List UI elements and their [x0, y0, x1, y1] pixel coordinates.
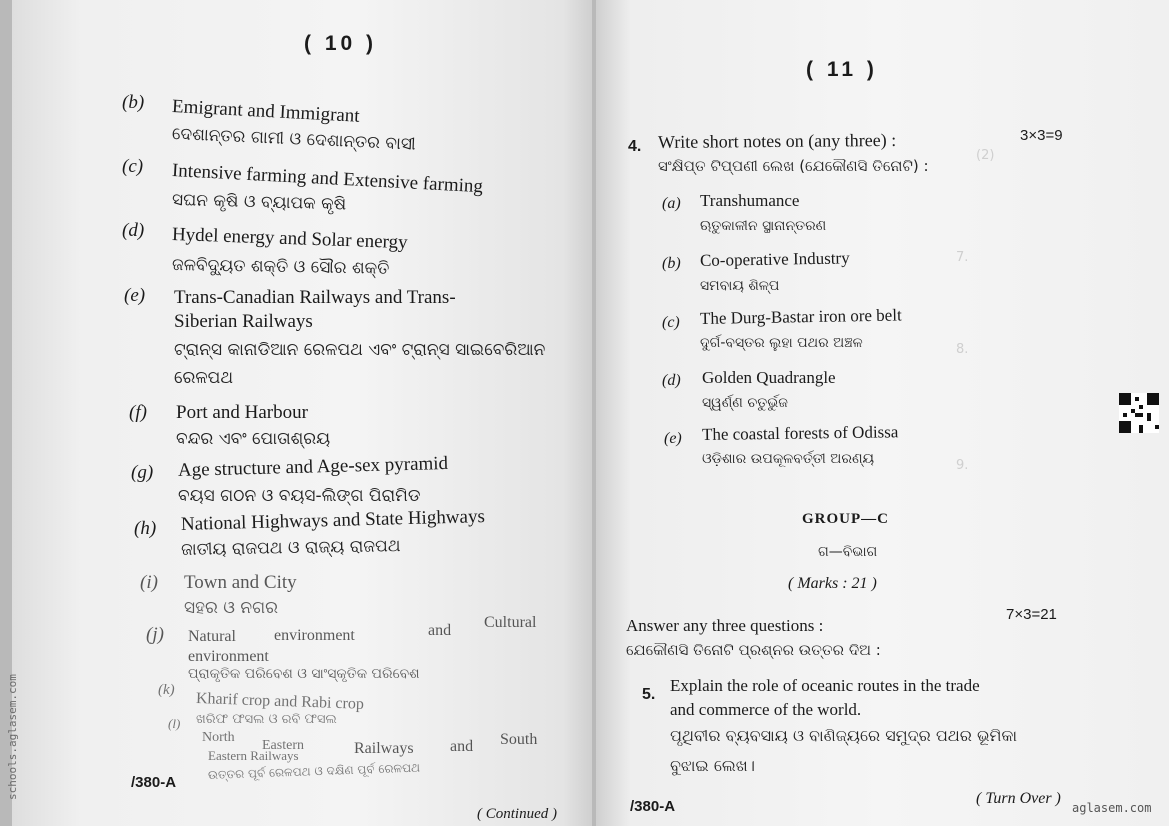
page-number: ( 11 ) — [806, 58, 878, 81]
item-text-word: Eastern — [262, 738, 304, 753]
item-text: National Highways and State Highways — [180, 506, 486, 535]
footer-code: /380-A — [630, 798, 676, 815]
part-text: The coastal forests of Odissa — [701, 422, 899, 444]
part-odia-text: ଦୁର୍ଗ-ବସ୍ତର ଲୁହା ପଥର ଅଞ୍ଚଳ — [700, 335, 863, 351]
bleed-through: 9. — [956, 458, 969, 473]
item-odia-text: ଜଳବିଦ୍ୟୁତ ଶକ୍ତି ଓ ସୌର ଶକ୍ତି — [171, 255, 390, 279]
footer-continued: ( Continued ) — [477, 806, 557, 822]
part-text: Transhumance — [700, 191, 800, 210]
item-label: (i) — [140, 572, 158, 593]
right-page — [596, 0, 1169, 826]
item-label: (e) — [124, 285, 146, 306]
item-odia-text: ପ୍ରାକୃତିକ ପରିବେଶ ଓ ସାଂସ୍କୃତିକ ପରିବେଶ — [188, 666, 420, 682]
item-text-word: Natural — [188, 628, 236, 645]
item-label: (l) — [168, 716, 181, 731]
item-text-word: and — [428, 622, 452, 639]
item-text: Town and City — [184, 572, 297, 593]
item-label: (g) — [131, 462, 154, 483]
item-text: Trans-Canadian Railways and Trans- — [174, 287, 456, 308]
item-label: (h) — [134, 518, 157, 539]
item-text-word: environment — [274, 627, 355, 644]
item-text: Port and Harbour — [176, 402, 308, 423]
question-number: 5. — [642, 686, 656, 703]
item-label: (d) — [122, 220, 145, 241]
item-label: (k) — [158, 682, 175, 698]
group-odia-title: ଗ—ବିଭାଗ — [818, 544, 878, 560]
item-odia-text-cont: ରେଳପଥ — [174, 368, 234, 388]
instruction-odia-text: ଯେକୌଣସି ତିନୋଟି ପ୍ରଶ୍ନର ଉତ୍ତର ଦିଅ : — [626, 641, 881, 659]
bleed-through: (2) — [976, 148, 995, 163]
item-odia-text: ଟ୍ରାନ୍ସ କାନାଡିଆନ ରେଳପଥ ଏବଂ ଟ୍ରାନ୍ସ ସାଇବେରିଆନ — [174, 340, 546, 360]
item-odia-text: ଦେଶାନ୍ତର ଗାମୀ ଓ ଦେଶାନ୍ତର ବାସୀ — [171, 124, 417, 155]
item-text-word: Cultural — [484, 614, 537, 631]
part-text: Golden Quadrangle — [702, 368, 836, 387]
item-odia-text: ସହର ଓ ନଗର — [184, 598, 279, 618]
question-odia-text-cont: ବୁଝାଇ ଲେଖ। — [670, 756, 755, 775]
group-marks: ( Marks : 21 ) — [788, 575, 877, 592]
item-odia-text: ସଘନ କୃଷି ଓ ବ୍ୟାପକ କୃଷି — [171, 190, 347, 215]
item-odia-text: ବନ୍ଦର ଏବଂ ପୋତାଶ୍ରୟ — [176, 429, 331, 449]
instruction-marks: 7×3=21 — [1006, 606, 1057, 623]
item-odia-text: ଉତ୍ତର ପୂର୍ବ ରେଳପଥ ଓ ଦକ୍ଷିଣ ପୂର୍ବ ରେଳପଥ — [207, 760, 421, 782]
item-text-word: South — [500, 731, 538, 748]
corner-watermark: aglasem.com — [1072, 801, 1152, 815]
item-text-word: Railways — [354, 740, 414, 757]
part-label: (b) — [662, 255, 681, 272]
side-watermark: schools.aglasem.com — [6, 674, 19, 800]
part-label: (e) — [664, 430, 682, 447]
part-odia-text: ସ୍ୱର୍ଣ୍ଣ ଚତୁର୍ଭୁଜ — [702, 395, 788, 411]
item-odia-text: ଖରିଫ ଫସଲ ଓ ରବି ଫସଲ — [196, 712, 337, 727]
left-page — [6, 0, 592, 826]
qr-code-icon — [1119, 393, 1159, 433]
page-number: ( 10 ) — [304, 32, 378, 55]
item-text-cont: Siberian Railways — [174, 311, 313, 332]
question-marks: 3×3=9 — [1020, 127, 1063, 144]
part-text: Co-operative Industry — [699, 248, 850, 270]
item-text: Hydel energy and Solar energy — [171, 224, 408, 254]
bleed-through: 8. — [956, 342, 969, 357]
item-text-cont: environment — [188, 648, 269, 665]
question-text: Explain the role of oceanic routes in the trade — [670, 676, 980, 695]
item-odia-text: ଜାତୀୟ ରାଜପଥ ଓ ରାଜ୍ୟ ରାଜପଥ — [180, 536, 401, 560]
item-label: (j) — [146, 624, 164, 645]
item-label: (b) — [122, 92, 145, 113]
instruction-text: Answer any three questions : — [626, 616, 824, 635]
part-label: (a) — [662, 195, 681, 212]
item-label: (f) — [129, 402, 147, 423]
item-text: Kharif crop and Rabi crop — [195, 690, 365, 713]
item-text: Intensive farming and Extensive farming — [171, 160, 484, 198]
question-odia-text: ପୃଥିବୀର ବ୍ୟବସାୟ ଓ ବାଣିଜ୍ୟରେ ସମୁଦ୍ର ପଥର ଭୂମିକା — [670, 726, 1017, 745]
part-label: (d) — [662, 372, 681, 389]
item-text-cont: Eastern Railways — [208, 748, 299, 763]
group-title: GROUP—C — [802, 511, 889, 527]
item-text-word: and — [450, 738, 474, 755]
item-text: Emigrant and Immigrant — [171, 96, 361, 127]
question-odia-text: ସଂକ୍ଷିପ୍ତ ଟିପ୍ପଣୀ ଲେଖ (ଯେକୌଣସି ତିନୋଟି) : — [658, 157, 929, 175]
question-text-cont: and commerce of the world. — [670, 700, 862, 719]
part-odia-text: ସମବାୟ ଶିଳ୍ପ — [700, 278, 780, 294]
part-label: (c) — [662, 314, 680, 331]
part-text: The Durg-Bastar iron ore belt — [699, 305, 902, 328]
item-text-word: North — [202, 730, 235, 745]
item-text: Age structure and Age-sex pyramid — [177, 452, 449, 481]
question-text: Write short notes on (any three) : — [657, 129, 897, 152]
bleed-through: 7. — [956, 250, 969, 265]
item-odia-text: ବୟସ ଗଠନ ଓ ବୟସ-ଲିଙ୍ଗ ପିରାମିଡ — [178, 486, 421, 506]
footer-turn-over: ( Turn Over ) — [976, 790, 1061, 807]
part-odia-text: ଓଡ଼ିଶାର ଉପକୂଳବର୍ତ୍ତୀ ଅରଣ୍ୟ — [702, 451, 875, 467]
footer-code: /380-A — [131, 774, 177, 791]
part-odia-text: ଋତୁକାଳୀନ ସ୍ଥାନାନ୍ତରଣ — [700, 218, 827, 234]
item-label: (c) — [122, 156, 144, 177]
question-number: 4. — [628, 138, 642, 155]
